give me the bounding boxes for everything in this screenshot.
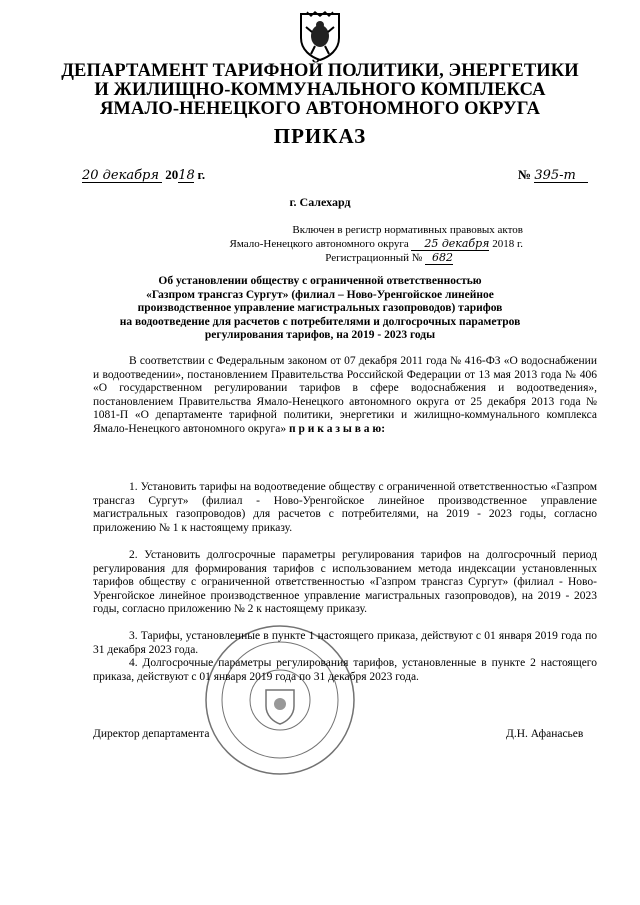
department-line: ЯМАЛО-НЕНЕЦКОГО АВТОНОМНОГО ОКРУГА <box>99 99 541 119</box>
title-line: регулирования тарифов, на 2019 - 2023 годы <box>204 329 436 341</box>
registration-line-2: Ямало-Ненецкого автономного округа <box>229 238 409 250</box>
title-line: «Газпром трансгаз Сургут» (филиал – Ново-Уренгойское линейное <box>146 288 494 301</box>
city: г. Салехард <box>289 195 351 209</box>
item-1: 1. Установить тарифы на водоотведение обществу с ограниченной ответственностью «Газпром трансгаз Сургут» (филиал - Ново-Уренгойское линейное производственное управление магистральных газопроводов) для расчетов с потребителями, на 2019 - 2023 годы, согласно приложению № 1 к настоящему приказу. <box>93 481 597 534</box>
title-line: на водоотведение для расчетов с потребителями и долгосрочных параметров <box>119 315 521 328</box>
registration-number-label: Регистрационный № <box>325 252 423 264</box>
title-line: производственное управление магистральных газопроводов) тарифов <box>137 302 503 314</box>
directive: п р и к а з ы в а ю: <box>288 422 386 435</box>
signer-name: Д.Н. Афанасьев <box>506 728 584 740</box>
year-suffix: г. <box>194 167 206 182</box>
document-date <box>82 167 205 183</box>
date-handwritten: 20 декабря <box>82 169 162 183</box>
registration-line-1: Включен в регистр нормативных правовых актов <box>292 224 523 236</box>
document-title <box>90 275 550 343</box>
number-label: № <box>518 167 532 182</box>
department-line: И ЖИЛИЩНО-КОММУНАЛЬНОГО КОМПЛЕКСА <box>94 80 546 100</box>
year-prefix: 20 <box>165 167 179 182</box>
number-handwritten: 395-т <box>534 169 588 183</box>
preamble-text: В соответствии с Федеральным законом от 07 декабря 2011 года № 416-ФЗ «О водоснабжении и водоотведении», постановлением Правительства Российской Федерации от 13 мая 2013 года № 406 «О государственном регулировании тарифов в сфере водоснабжения и водоотведения», постановлением Правительства Ямало-Ненецкого автономного округа от 25 декабря 2013 года № 1081-П «О департаменте тарифной политики, энергетики и жилищно-коммунального комплекса Ямало-Ненецкого автономного округа» <box>93 355 597 435</box>
coat-of-arms-icon <box>297 10 343 62</box>
year-handwritten: 18 <box>178 168 195 183</box>
item-3: 3. Тарифы, установленные в пункте 1 настоящего приказа, действуют с 01 января 2019 года по 31 декабря 2023 года. <box>93 630 597 656</box>
department-line: ДЕПАРТАМЕНТ ТАРИФНОЙ ПОЛИТИКИ, ЭНЕРГЕТИКИ <box>61 61 579 81</box>
department-heading <box>40 62 600 119</box>
registration-block <box>163 223 523 265</box>
official-seal-icon <box>200 620 360 780</box>
document-number <box>518 167 588 183</box>
registration-date: 25 декабря <box>411 237 489 251</box>
registration-year: 2018 г. <box>492 238 523 250</box>
signer-position: Директор департамента <box>93 728 210 740</box>
document-type: ПРИКАЗ <box>273 124 367 148</box>
preamble <box>93 355 597 436</box>
item-4: 4. Долгосрочные параметры регулирования тарифов, установленные в пункте 2 настоящего приказа, действуют с 01 января 2019 года по 31 декабря 2023 года. <box>93 657 597 683</box>
title-line: Об установлении обществу с ограниченной ответственностью <box>158 275 482 287</box>
item-2: 2. Установить долгосрочные параметры регулирования тарифов на долгосрочный период регулирования для формирования тарифов с использованием метода индексации установленных тарифов обществу с ограниченной ответственностью «Газпром трансгаз Сургут» (филиал - Ново-Уренгойское линейное производственное управление магистральных газопроводов), на 2019 - 2023 годы, согласно приложению № 2 к настоящему приказу. <box>93 549 597 615</box>
registration-number: 682 <box>425 251 453 265</box>
